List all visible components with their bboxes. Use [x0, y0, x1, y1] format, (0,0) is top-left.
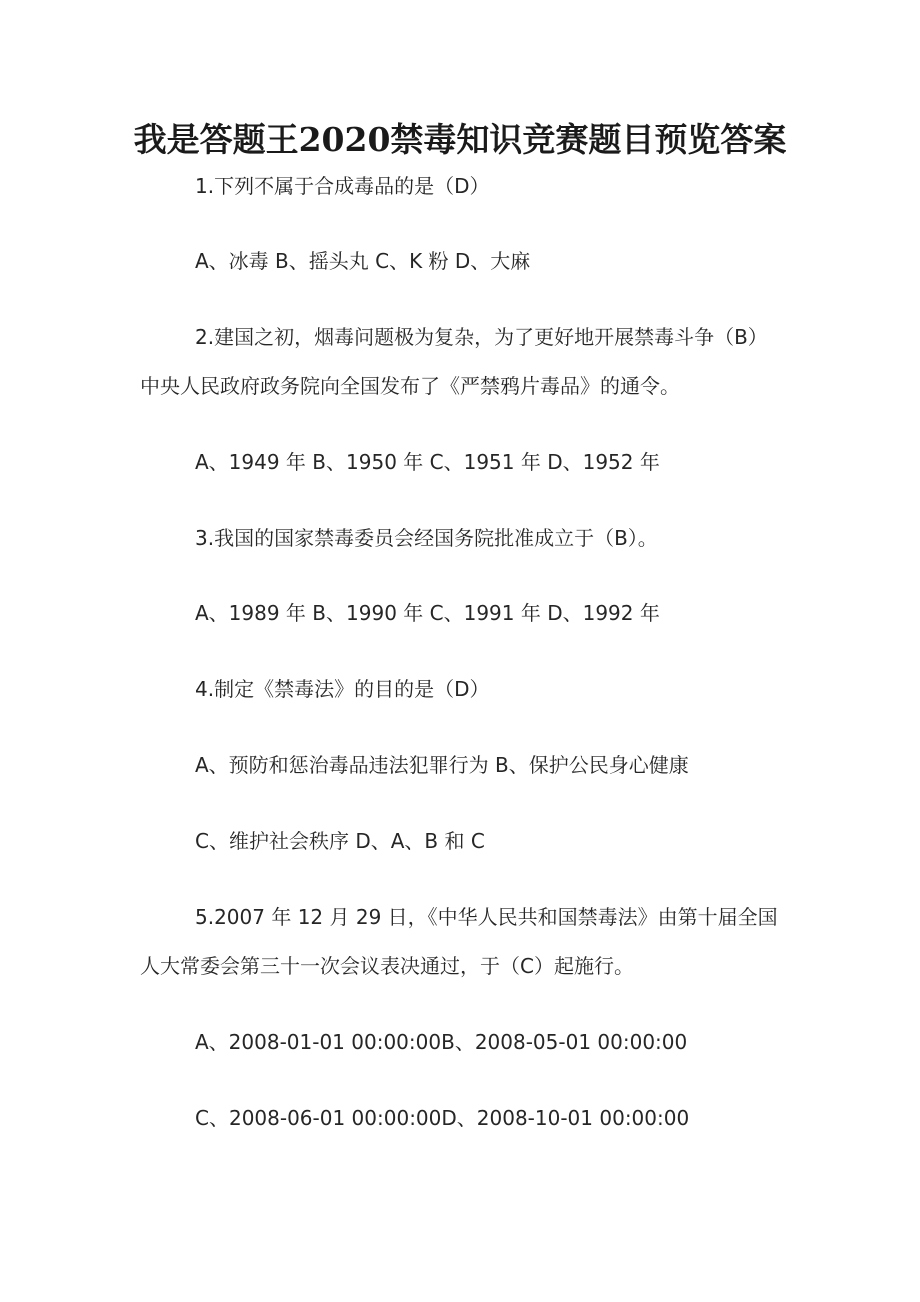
- question-1: 1.下列不属于合成毒品的是（D）: [195, 174, 490, 198]
- question-4-options-ab: A、预防和惩治毒品违法犯罪行为 B、保护公民身心健康: [195, 753, 689, 777]
- question-5: 5.2007 年 12 月 29 日，《中华人民共和国禁毒法》由第十届全国: [195, 905, 778, 929]
- question-2-continued: 中央人民政府政务院向全国发布了《严禁鸦片毒品》的通令。: [140, 374, 680, 398]
- question-2: 2.建国之初，烟毒问题极为复杂，为了更好地开展禁毒斗争（B）: [195, 325, 768, 349]
- document-title: 我是答题王2020禁毒知识竞赛题目预览答案: [133, 120, 787, 159]
- question-4-options-cd: C、维护社会秩序 D、A、B 和 C: [195, 829, 485, 853]
- question-2-options: A、1949 年 B、1950 年 C、1951 年 D、1952 年: [195, 450, 660, 474]
- question-1-options: A、冰毒 B、摇头丸 C、K 粉 D、大麻: [195, 249, 531, 273]
- question-5-options-cd: C、2008-06-01 00:00:00D、2008-10-01 00:00:00: [195, 1106, 690, 1130]
- question-3-options: A、1989 年 B、1990 年 C、1991 年 D、1992 年: [195, 601, 660, 625]
- question-3: 3.我国的国家禁毒委员会经国务院批准成立于（B）。: [195, 526, 658, 550]
- question-5-options-ab: A、2008-01-01 00:00:00B、2008-05-01 00:00:00: [195, 1030, 688, 1054]
- question-5-continued: 人大常委会第三十一次会议表决通过，于（C）起施行。: [140, 954, 634, 978]
- question-4: 4.制定《禁毒法》的目的是（D）: [195, 677, 490, 701]
